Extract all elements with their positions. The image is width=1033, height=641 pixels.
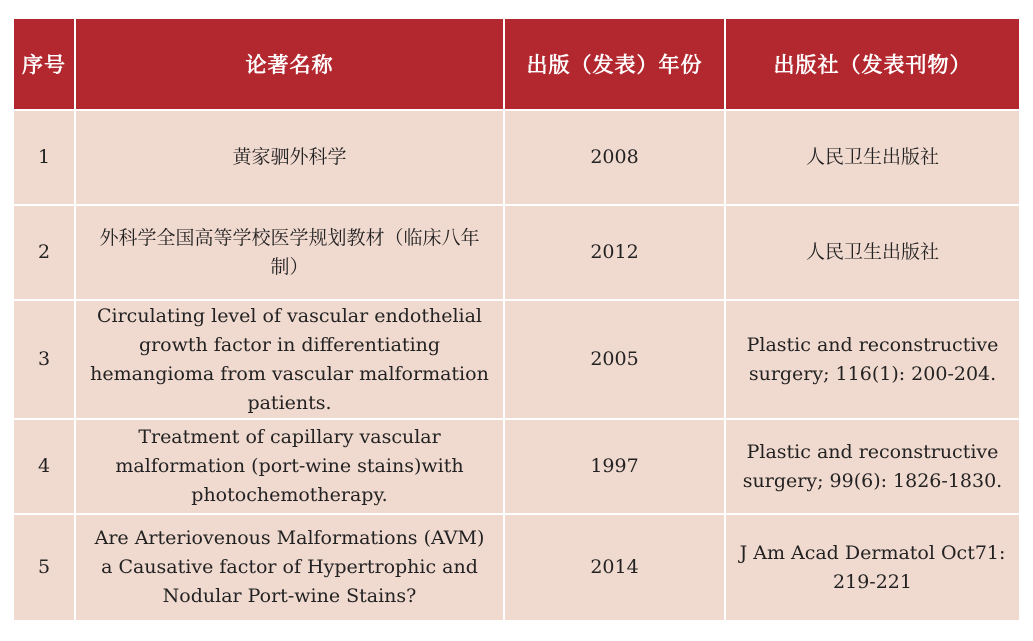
- row-index: 1: [14, 111, 74, 204]
- row-title: 黄家驷外科学: [76, 111, 503, 204]
- header-index: 序号: [14, 19, 74, 109]
- row-year: 2008: [505, 111, 724, 204]
- header-title: 论著名称: [76, 19, 503, 109]
- row-title: Are Arteriovenous Malformations (AVM) a Causative factor of Hypertrophic and Nodular Port-wine Stains?: [76, 515, 503, 620]
- row-index: 3: [14, 301, 74, 418]
- table-row: [14, 206, 1019, 299]
- table-row: [14, 420, 1019, 513]
- header-publisher: 出版社（发表刊物）: [726, 19, 1019, 109]
- table-row: [14, 111, 1019, 204]
- row-title: 外科学全国高等学校医学规划教材（临床八年制）: [76, 206, 503, 299]
- row-publisher: Plastic and reconstructive surgery; 116(1): 200-204.: [726, 301, 1019, 418]
- row-year: 2005: [505, 301, 724, 418]
- row-year: 2014: [505, 515, 724, 620]
- table-row: [14, 515, 1019, 620]
- publications-table-container: [12, 17, 1019, 622]
- row-title: Circulating level of vascular endothelial growth factor in differentiating hemangioma from vascular malformation patients.: [76, 301, 503, 418]
- header-year: 出版（发表）年份: [505, 19, 724, 109]
- table-row: [14, 301, 1019, 418]
- row-publisher: 人民卫生出版社: [726, 111, 1019, 204]
- row-index: 5: [14, 515, 74, 620]
- row-index: 2: [14, 206, 74, 299]
- row-year: 1997: [505, 420, 724, 513]
- row-publisher: 人民卫生出版社: [726, 206, 1019, 299]
- row-publisher: J Am Acad Dermatol Oct71: 219-221: [726, 515, 1019, 620]
- row-publisher: Plastic and reconstructive surgery; 99(6): 1826-1830.: [726, 420, 1019, 513]
- header-row: [14, 19, 1019, 109]
- row-title: Treatment of capillary vascular malformation (port-wine stains)with photochemotherapy.: [76, 420, 503, 513]
- row-index: 4: [14, 420, 74, 513]
- publications-table: [12, 17, 1021, 622]
- row-year: 2012: [505, 206, 724, 299]
